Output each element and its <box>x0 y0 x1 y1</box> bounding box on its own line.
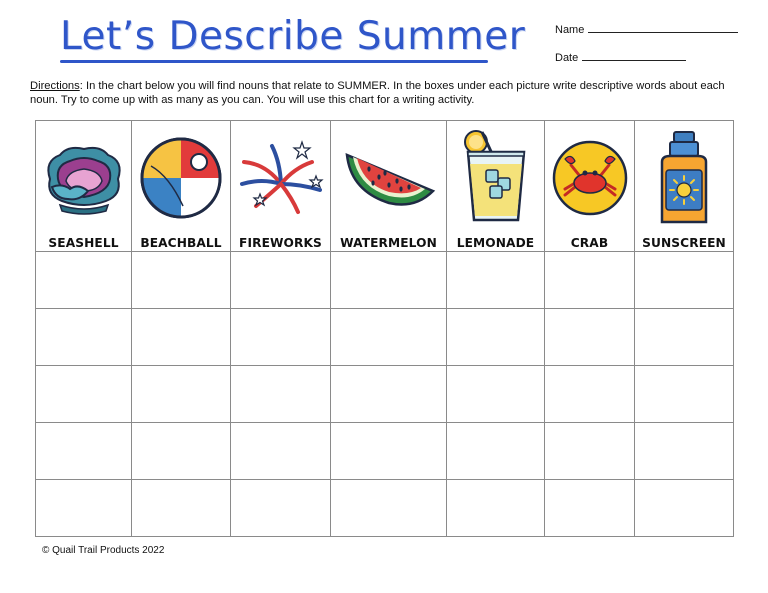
writing-row <box>36 480 734 537</box>
writing-box[interactable] <box>331 423 447 480</box>
writing-box[interactable] <box>331 366 447 423</box>
writing-box[interactable] <box>545 480 635 537</box>
writing-box[interactable] <box>132 309 231 366</box>
picture-cell-sunscreen <box>635 121 734 235</box>
picture-cell-crab <box>545 121 635 235</box>
writing-box[interactable] <box>231 423 331 480</box>
noun-label: LEMONADE <box>447 234 545 252</box>
picture-cell-watermelon <box>331 121 447 235</box>
date-field <box>555 50 686 64</box>
watermelon-icon <box>331 145 446 211</box>
writing-row <box>36 252 734 309</box>
writing-box[interactable] <box>635 423 734 480</box>
writing-box[interactable] <box>132 480 231 537</box>
picture-cell-fireworks <box>231 121 331 235</box>
writing-box[interactable] <box>132 423 231 480</box>
writing-box[interactable] <box>132 252 231 309</box>
writing-box[interactable] <box>231 366 331 423</box>
writing-box[interactable] <box>447 423 545 480</box>
writing-box[interactable] <box>545 366 635 423</box>
copyright-footer: © Quail Trail Products 2022 <box>42 545 165 556</box>
name-line[interactable] <box>588 22 738 33</box>
beachball-icon <box>132 136 230 220</box>
noun-label: WATERMELON <box>331 234 447 252</box>
writing-row <box>36 366 734 423</box>
noun-label: BEACHBALL <box>132 234 231 252</box>
writing-box[interactable] <box>447 366 545 423</box>
writing-box[interactable] <box>331 480 447 537</box>
describe-chart <box>35 120 734 537</box>
picture-row <box>36 121 734 235</box>
directions-label: Directions <box>30 80 80 92</box>
writing-box[interactable] <box>132 366 231 423</box>
picture-cell-beachball <box>132 121 231 235</box>
title-underline <box>60 60 488 63</box>
writing-box[interactable] <box>447 309 545 366</box>
writing-box[interactable] <box>36 480 132 537</box>
writing-box[interactable] <box>36 423 132 480</box>
lemonade-icon <box>447 128 544 228</box>
writing-box[interactable] <box>231 252 331 309</box>
writing-box[interactable] <box>545 252 635 309</box>
writing-box[interactable] <box>635 252 734 309</box>
directions-text: : In the chart below you will find nouns that relate to SUMMER. In the boxes under each picture write descriptive words about each noun. Try to come up with as many as you can. You will use this chart for a writing activity. <box>30 80 725 106</box>
date-line[interactable] <box>582 50 686 61</box>
fireworks-icon <box>231 138 330 218</box>
picture-cell-seashell <box>36 121 132 235</box>
writing-box[interactable] <box>635 480 734 537</box>
noun-label: SEASHELL <box>36 234 132 252</box>
writing-box[interactable] <box>447 252 545 309</box>
writing-box[interactable] <box>635 309 734 366</box>
writing-box[interactable] <box>36 252 132 309</box>
noun-label: CRAB <box>545 234 635 252</box>
worksheet-title: Let’s Describe Summer <box>60 14 526 59</box>
writing-box[interactable] <box>331 252 447 309</box>
writing-box[interactable] <box>331 309 447 366</box>
sunscreen-icon <box>635 128 733 228</box>
writing-box[interactable] <box>545 423 635 480</box>
writing-box[interactable] <box>635 366 734 423</box>
date-label: Date <box>555 52 579 64</box>
writing-box[interactable] <box>231 309 331 366</box>
label-row <box>36 234 734 252</box>
seashell-icon <box>36 141 131 215</box>
writing-box[interactable] <box>36 366 132 423</box>
writing-row <box>36 309 734 366</box>
writing-box[interactable] <box>447 480 545 537</box>
name-field <box>555 22 738 36</box>
writing-row <box>36 423 734 480</box>
writing-box[interactable] <box>36 309 132 366</box>
noun-label: FIREWORKS <box>231 234 331 252</box>
noun-label: SUNSCREEN <box>635 234 734 252</box>
directions <box>30 79 742 107</box>
crab-icon <box>545 139 634 217</box>
writing-box[interactable] <box>545 309 635 366</box>
name-label: Name <box>555 24 585 36</box>
writing-box[interactable] <box>231 480 331 537</box>
picture-cell-lemonade <box>447 121 545 235</box>
